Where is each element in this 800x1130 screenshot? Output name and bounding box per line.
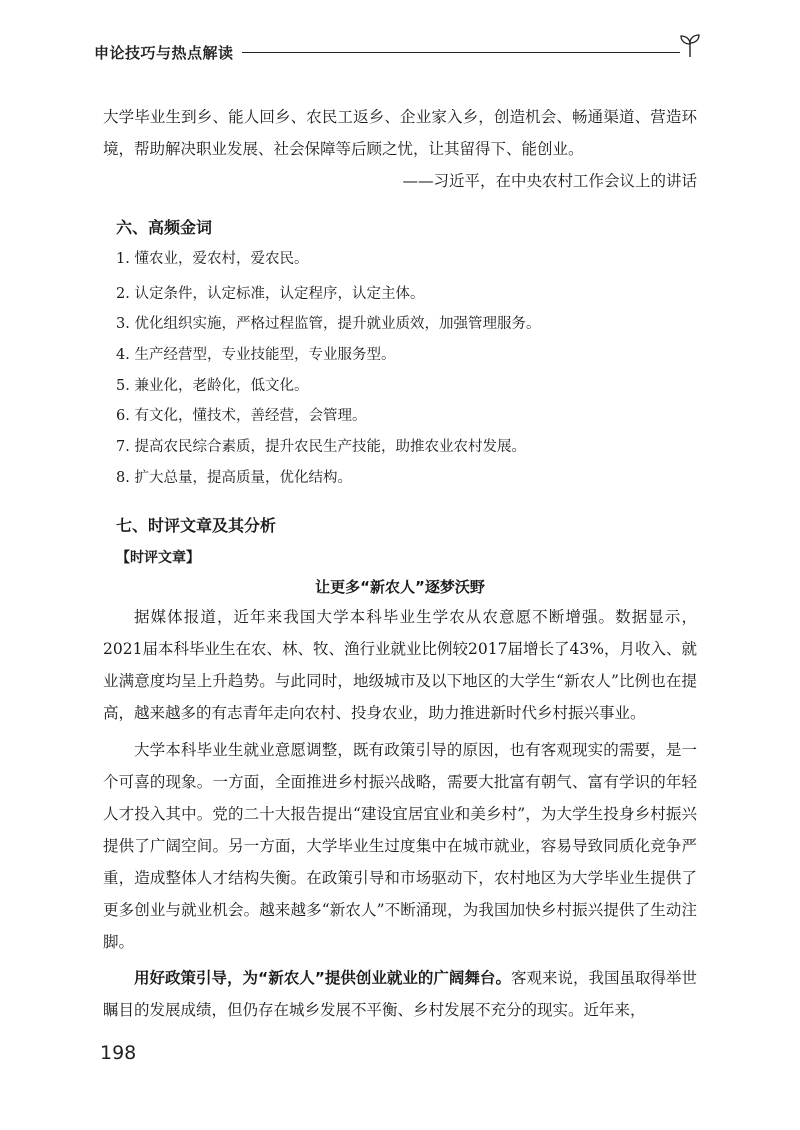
quote-text: 大学毕业生到乡、能人回乡、农民工返乡、企业家入乡，创造机会、畅通渠道、营造环境，帮助解决职业发展、社会保障等后顾之忧，让其留得下、能创业。 [103, 108, 697, 158]
list-item: 2. 认定条件，认定标准，认定程序，认定主体。 [116, 286, 425, 302]
header-title: 申论技巧与热点解读 [94, 44, 234, 62]
list-item: 5. 兼业化，老龄化，低文化。 [116, 378, 309, 394]
paragraph-lead: 用好政策引导，为“新农人”提供创业就业的广阔舞台。 [134, 969, 511, 987]
list-item: 7. 提高农民综合素质，提升农民生产技能，助推农业农村发展。 [116, 439, 526, 455]
commentary-tag: 【时评文章】 [116, 550, 200, 566]
article-paragraph: 大学本科毕业生就业意愿调整，既有政策引导的原因，也有客观现实的需要，是一个可喜的现象。一方面，全面推进乡村振兴战略，需要大批富有朝气、富有学识的年轻人才投入其中。党的二十大报告提出“建设宜居宜业和美乡村”，为大学生投身乡村振兴提供了广阔空间。另一方面，大学毕业生过度集中在城市就业，容易导致同质化竞争严重，造成整体人才结构失衡。在政策引导和市场驱动下，农村地区为大学毕业生提供了更多创业与就业机会。越来越多“新农人”不断涌现，为我国加快乡村振兴提供了生动注脚。 [103, 741, 697, 951]
sprout-icon [678, 32, 702, 58]
list-item: 4. 生产经营型，专业技能型，专业服务型。 [116, 347, 396, 363]
header-rule [242, 52, 680, 53]
list-item: 6. 有文化，懂技术，善经营，会管理。 [116, 408, 367, 424]
running-header [94, 32, 702, 64]
page-number: 198 [100, 1042, 137, 1064]
quote-attribution: ——习近平，在中央农村工作会议上的讲话 [402, 172, 697, 190]
section-title-high-frequency-words: 六、高频金词 [116, 218, 213, 237]
paragraph-rest: 客观来说，我国虽取得举世瞩目的发展成绩，但仍存在城乡发展不平衡、乡村发展不充分的现实。近年来， [103, 969, 697, 1019]
list-item: 1. 懂农业，爱农村，爱农民。 [116, 251, 309, 267]
section-title-commentary: 七、时评文章及其分析 [116, 516, 277, 535]
article-paragraph-last [103, 962, 697, 1026]
list-item: 3. 优化组织实施，严格过程监管，提升就业质效，加强管理服务。 [116, 316, 541, 332]
article-title: 让更多“新农人”逐梦沃野 [315, 578, 485, 596]
list-item: 8. 扩大总量，提高质量，优化结构。 [116, 470, 352, 486]
article-paragraph: 据媒体报道，近年来我国大学本科毕业生学农从农意愿不断增强。数据显示，2021届本科毕业生在农、林、牧、渔行业就业比例较2017届增长了43%，月收入、就业满意度均呈上升趋势。与此同时，地级城市及以下地区的大学生“新农人”比例也在提高，越来越多的有志青年走向农村、投身农业，助力推进新时代乡村振兴事业。 [103, 608, 697, 722]
